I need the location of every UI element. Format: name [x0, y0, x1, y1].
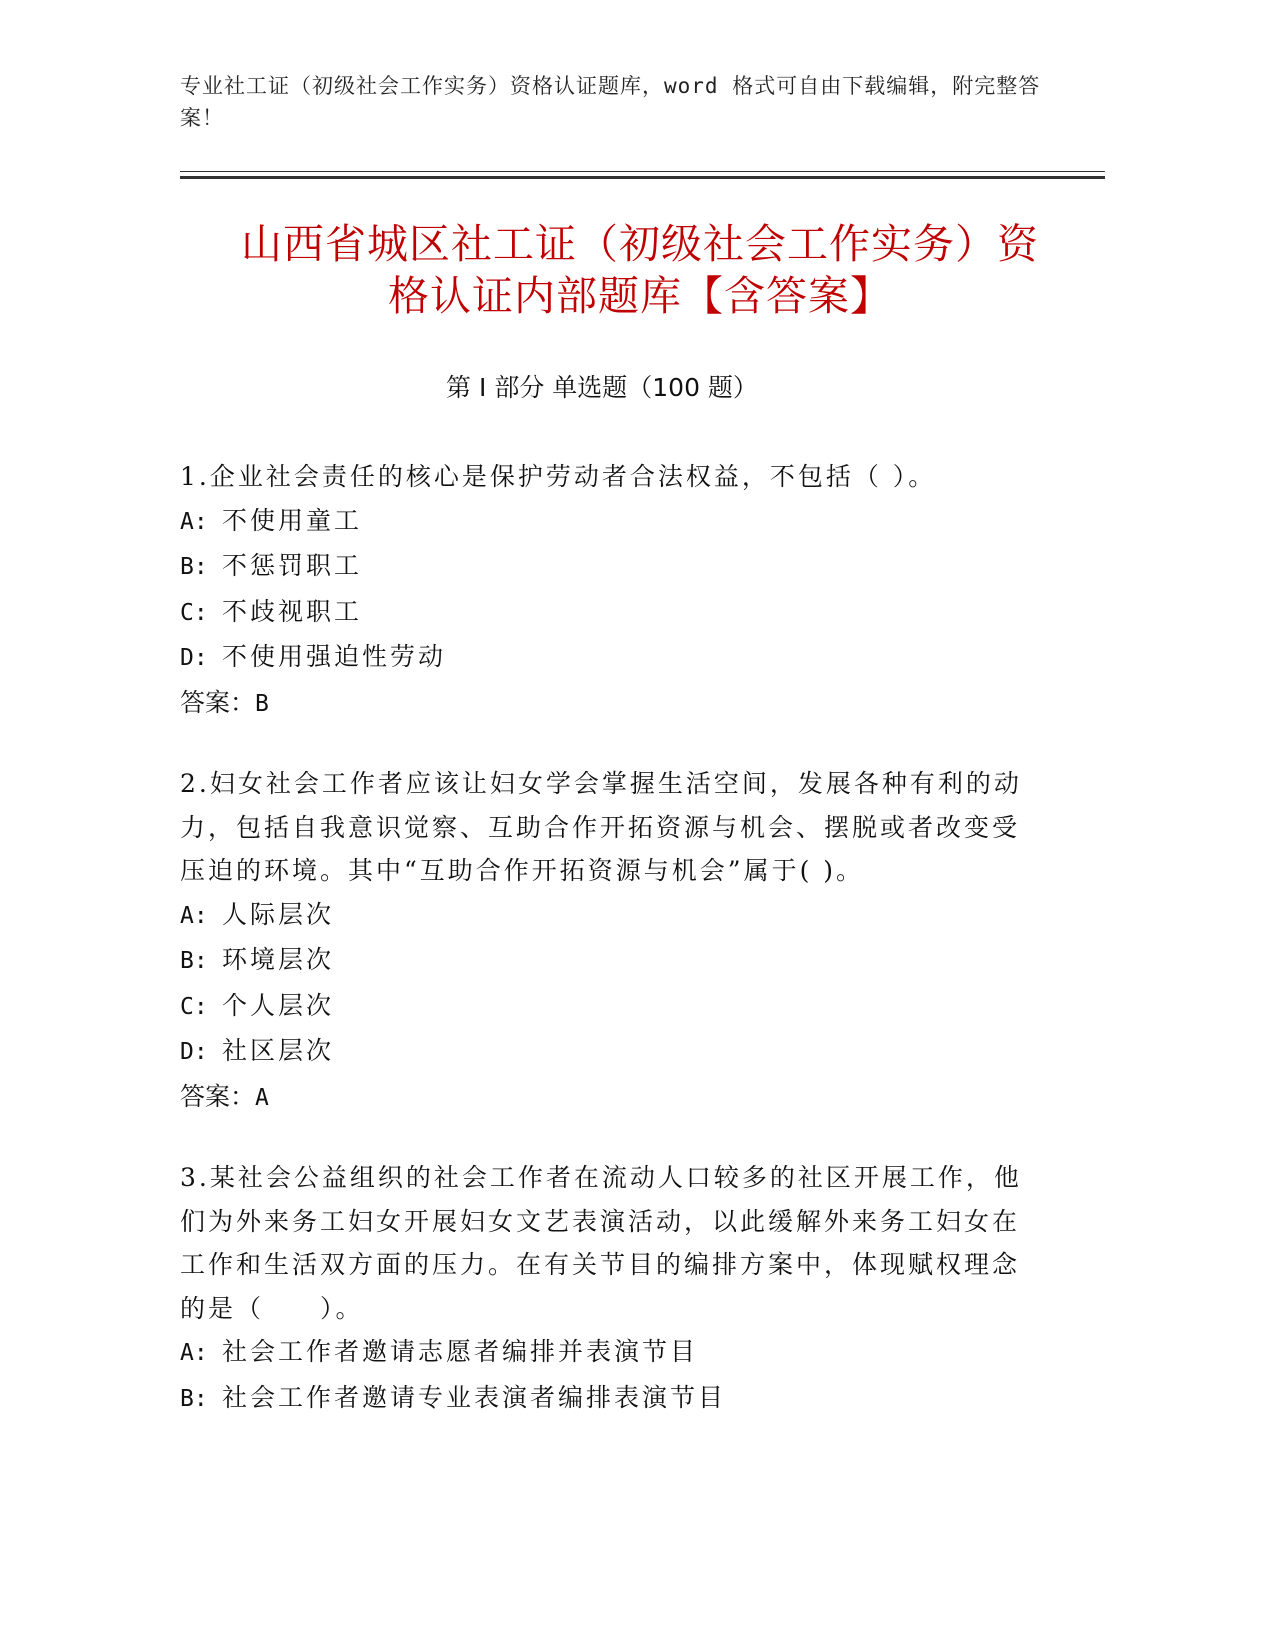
question-1: [180, 455, 1030, 726]
option-text: 环境层次: [222, 945, 335, 974]
option-key: C:: [180, 993, 208, 1020]
option-text: 不使用强迫性劳动: [222, 642, 447, 671]
answer-label: 答案：: [180, 1081, 256, 1111]
option-c: [180, 984, 1030, 1030]
answer-label: 答案：: [180, 687, 256, 717]
option-b: [180, 1376, 1030, 1422]
section-title: 第 I 部分 单选题（100 题）: [446, 373, 758, 402]
document-title-line-2: 格认证内部题库【含答案】: [388, 272, 892, 320]
option-d: [180, 1029, 1030, 1075]
header-divider-thick: [180, 176, 1105, 179]
option-key: A:: [180, 508, 208, 535]
option-text: 社区层次: [222, 1036, 335, 1065]
question-3: [180, 1156, 1030, 1421]
document-title: [140, 218, 1140, 322]
option-a: [180, 499, 1030, 545]
option-text: 不歧视职工: [222, 596, 363, 626]
header-note: 专业社工证（初级社会工作实务）资格认证题库，word 格式可自由下载编辑，附完整答案！: [180, 74, 1041, 130]
option-a: [180, 1330, 1030, 1376]
question-text: 1.企业社会责任的核心是保护劳动者合法权益，不包括（ ）。: [180, 462, 937, 491]
option-key: A:: [180, 902, 208, 929]
option-key: B:: [180, 948, 208, 974]
option-text: 个人层次: [222, 990, 335, 1020]
answer-value: B: [255, 690, 269, 717]
option-text: 社会工作者邀请专业表演者编排表演节目: [222, 1382, 727, 1412]
option-text: 社会工作者邀请志愿者编排并表演节目: [222, 1337, 699, 1366]
option-b: [180, 938, 1030, 984]
document-title-line-1: 山西省城区社工证（初级社会工作实务）资: [241, 220, 1039, 268]
answer: [180, 681, 1030, 727]
option-key: D:: [180, 1039, 208, 1065]
option-a: [180, 893, 1030, 939]
answer-value: A: [255, 1084, 269, 1111]
option-text: 不惩罚职工: [222, 551, 363, 580]
question-list: [180, 455, 1030, 1457]
option-key: C:: [180, 599, 208, 626]
option-key: A:: [180, 1340, 208, 1366]
option-key: D:: [180, 645, 208, 671]
option-text: 人际层次: [222, 899, 335, 929]
question-text: 2.妇女社会工作者应该让妇女学会掌握生活空间，发展各种有利的动力，包括自我意识觉察、互助合作开拓资源与机会、摆脱或者改变受压迫的环境。其中“互助合作开拓资源与机会”属于( )。: [180, 769, 1022, 885]
option-c: [180, 590, 1030, 636]
option-text: 不使用童工: [222, 505, 363, 535]
option-d: [180, 635, 1030, 681]
question-2: [180, 762, 1030, 1120]
answer: [180, 1075, 1030, 1121]
option-b: [180, 544, 1030, 590]
header-divider-thin: [180, 171, 1105, 172]
option-key: B:: [180, 1385, 208, 1412]
option-key: B:: [180, 554, 208, 580]
question-text: 3.某社会公益组织的社会工作者在流动人口较多的社区开展工作，他们为外来务工妇女开展妇女文艺表演活动，以此缓解外来务工妇女在工作和生活双方面的压力。在有关节目的编排方案中，体现赋权理念的是（ ）。: [180, 1163, 1022, 1323]
